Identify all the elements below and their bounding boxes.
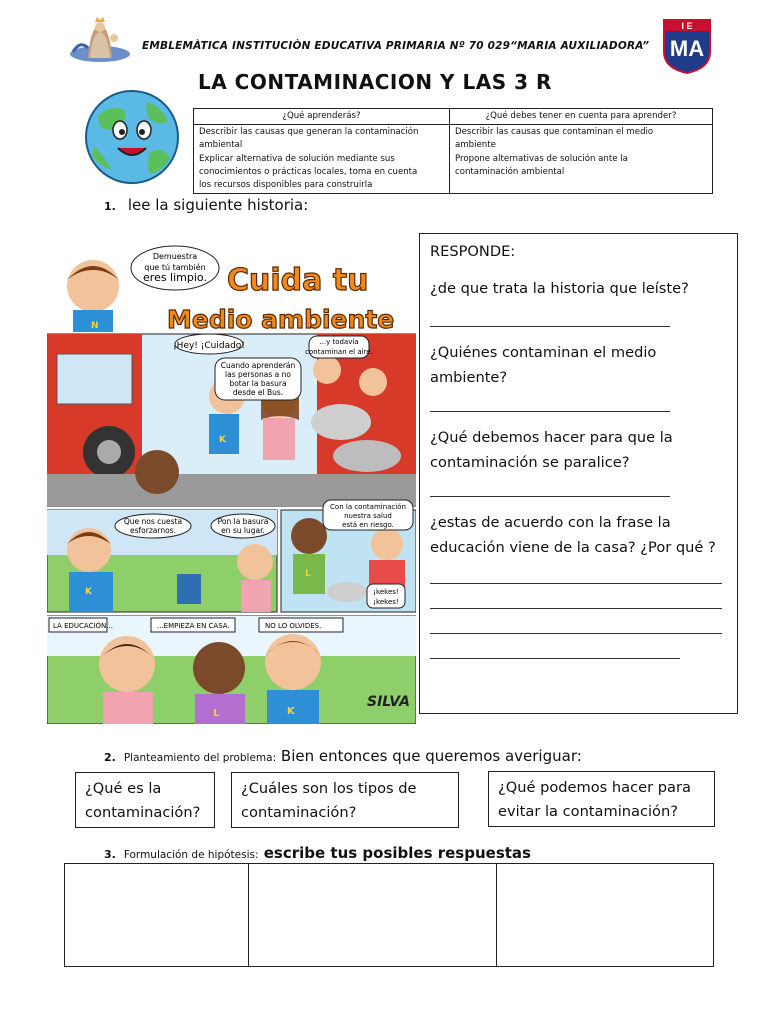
question-4: ¿estas de acuerdo con la frase la educación viene de la casa? ¿Por qué ? — [430, 514, 716, 556]
objective-line: los recursos disponibles para construirla — [199, 180, 373, 191]
bubble-7: Con la contaminación — [330, 503, 406, 511]
hypothesis-grid — [64, 863, 714, 967]
problem-question-2: ¿Cuáles son los tipos de contaminación? — [231, 772, 459, 828]
bubble-10: ...EMPIEZA EN CASA. — [157, 622, 230, 630]
svg-text:en su lugar.: en su lugar. — [221, 526, 265, 535]
bubble-11: NO LO OLVIDES. — [265, 622, 322, 630]
svg-text:¡kekes!: ¡kekes! — [373, 598, 399, 606]
bubble-8: ¡kekes! — [373, 588, 399, 596]
step-1 — [104, 196, 308, 214]
step-3-text: escribe tus posibles respuestas — [263, 844, 531, 862]
bubble-4: ...y todavía — [319, 338, 359, 346]
criteria-line: Propone alternativas de solución ante la — [455, 153, 628, 164]
school-name: EMBLEMÀTICA INSTITUCIÒN EDUCATIVA PRIMARIA Nº 70 029“MARIA AUXILIADORA” — [142, 40, 650, 52]
svg-text:K: K — [85, 587, 92, 597]
svg-text:L: L — [305, 569, 311, 579]
step-2-number: 2. — [104, 751, 116, 764]
criteria-line: contaminación ambiental — [455, 166, 565, 177]
step-3-number: 3. — [104, 848, 116, 861]
svg-text:botar la basura: botar la basura — [229, 379, 287, 388]
svg-text:eres limpio.: eres limpio. — [143, 271, 207, 284]
svg-text:las personas a no: las personas a no — [225, 370, 291, 379]
bubble-9: LA EDUCACIÓN... — [53, 622, 113, 630]
svg-text:que tú también: que tú también — [144, 263, 206, 272]
question-1: ¿de que trata la historia que leíste? — [430, 279, 689, 297]
step-2 — [104, 747, 582, 765]
shirt-letter: N — [91, 321, 99, 331]
hypothesis-cell[interactable] — [249, 864, 497, 966]
objective-line: Describir las causas que generan la contaminación — [199, 127, 419, 138]
answer-line[interactable] — [430, 325, 670, 327]
hypothesis-cell[interactable] — [65, 864, 249, 966]
step-2-label: Planteamiento del problema: — [123, 752, 277, 764]
step-1-number: 1. — [104, 200, 116, 213]
svg-text:nuestra salud: nuestra salud — [344, 512, 392, 520]
comic-title-1: Cuida tu — [227, 263, 369, 298]
objective-line: ambiental — [199, 140, 243, 151]
answer-line[interactable] — [430, 495, 670, 497]
svg-text:esforzarnos.: esforzarnos. — [130, 526, 176, 535]
bubble-1: Demuestra — [152, 252, 198, 261]
bubble-3: Cuando aprenderán — [220, 361, 296, 370]
artist-signature: SILVA — [367, 694, 411, 710]
step-1-text: lee la siguiente historia: — [127, 196, 309, 214]
logo-letters: MA — [669, 36, 705, 61]
page-title: LA CONTAMINACION Y LAS 3 R — [198, 70, 552, 94]
svg-text:desde el Bus.: desde el Bus. — [232, 388, 284, 397]
respond-box — [419, 233, 738, 714]
criteria-line: ambiente — [455, 140, 496, 151]
virgin-mary-image — [68, 14, 132, 62]
step-3-label: Formulación de hipótesis: — [123, 849, 259, 861]
hypothesis-cell[interactable] — [497, 864, 713, 966]
svg-text:está en riesgo.: está en riesgo. — [342, 521, 394, 529]
bubble-5: Que nos cuesta — [123, 517, 183, 526]
comic-title-2: Medio ambiente — [167, 305, 395, 334]
objectives-table — [193, 108, 713, 194]
respond-heading: RESPONDE: — [430, 243, 516, 260]
objective-line: conocimientos o prácticas locales, toma en cuenta — [199, 166, 418, 177]
answer-line[interactable] — [430, 410, 670, 412]
step-3 — [104, 844, 531, 862]
step-2-text: Bien entonces que queremos averiguar: — [280, 747, 582, 765]
comic-strip — [47, 244, 416, 724]
problem-question-1: ¿Qué es la contaminación? — [75, 772, 215, 828]
question-2: ¿Quiénes contaminan el medio ambiente? — [430, 344, 657, 386]
logo-banner: I E — [681, 21, 693, 31]
bubble-2: ¡Hey! ¡Cuidado! — [173, 341, 245, 351]
question-3: ¿Qué debemos hacer para que la contaminación se paralice? — [430, 429, 673, 471]
answer-line[interactable] — [430, 657, 680, 659]
svg-text:contaminan el aire.: contaminan el aire. — [305, 348, 373, 356]
objectives-header-consider: ¿Qué debes tener en cuenta para aprender? — [450, 109, 713, 125]
bubble-6: Pon la basura — [217, 517, 269, 526]
objective-line: Explicar alternativa de solución mediante sus — [199, 153, 395, 164]
criteria-line: Describir las causas que contaminan el medio — [455, 127, 654, 138]
school-logo — [661, 16, 713, 74]
problem-question-3: ¿Qué podemos hacer para evitar la contaminación? — [488, 771, 715, 827]
svg-text:K: K — [219, 435, 226, 445]
svg-text:L: L — [213, 708, 220, 719]
objectives-header-learn: ¿Qué aprenderás? — [194, 109, 450, 125]
earth-mascot-image — [76, 86, 188, 188]
svg-text:K: K — [287, 706, 295, 717]
